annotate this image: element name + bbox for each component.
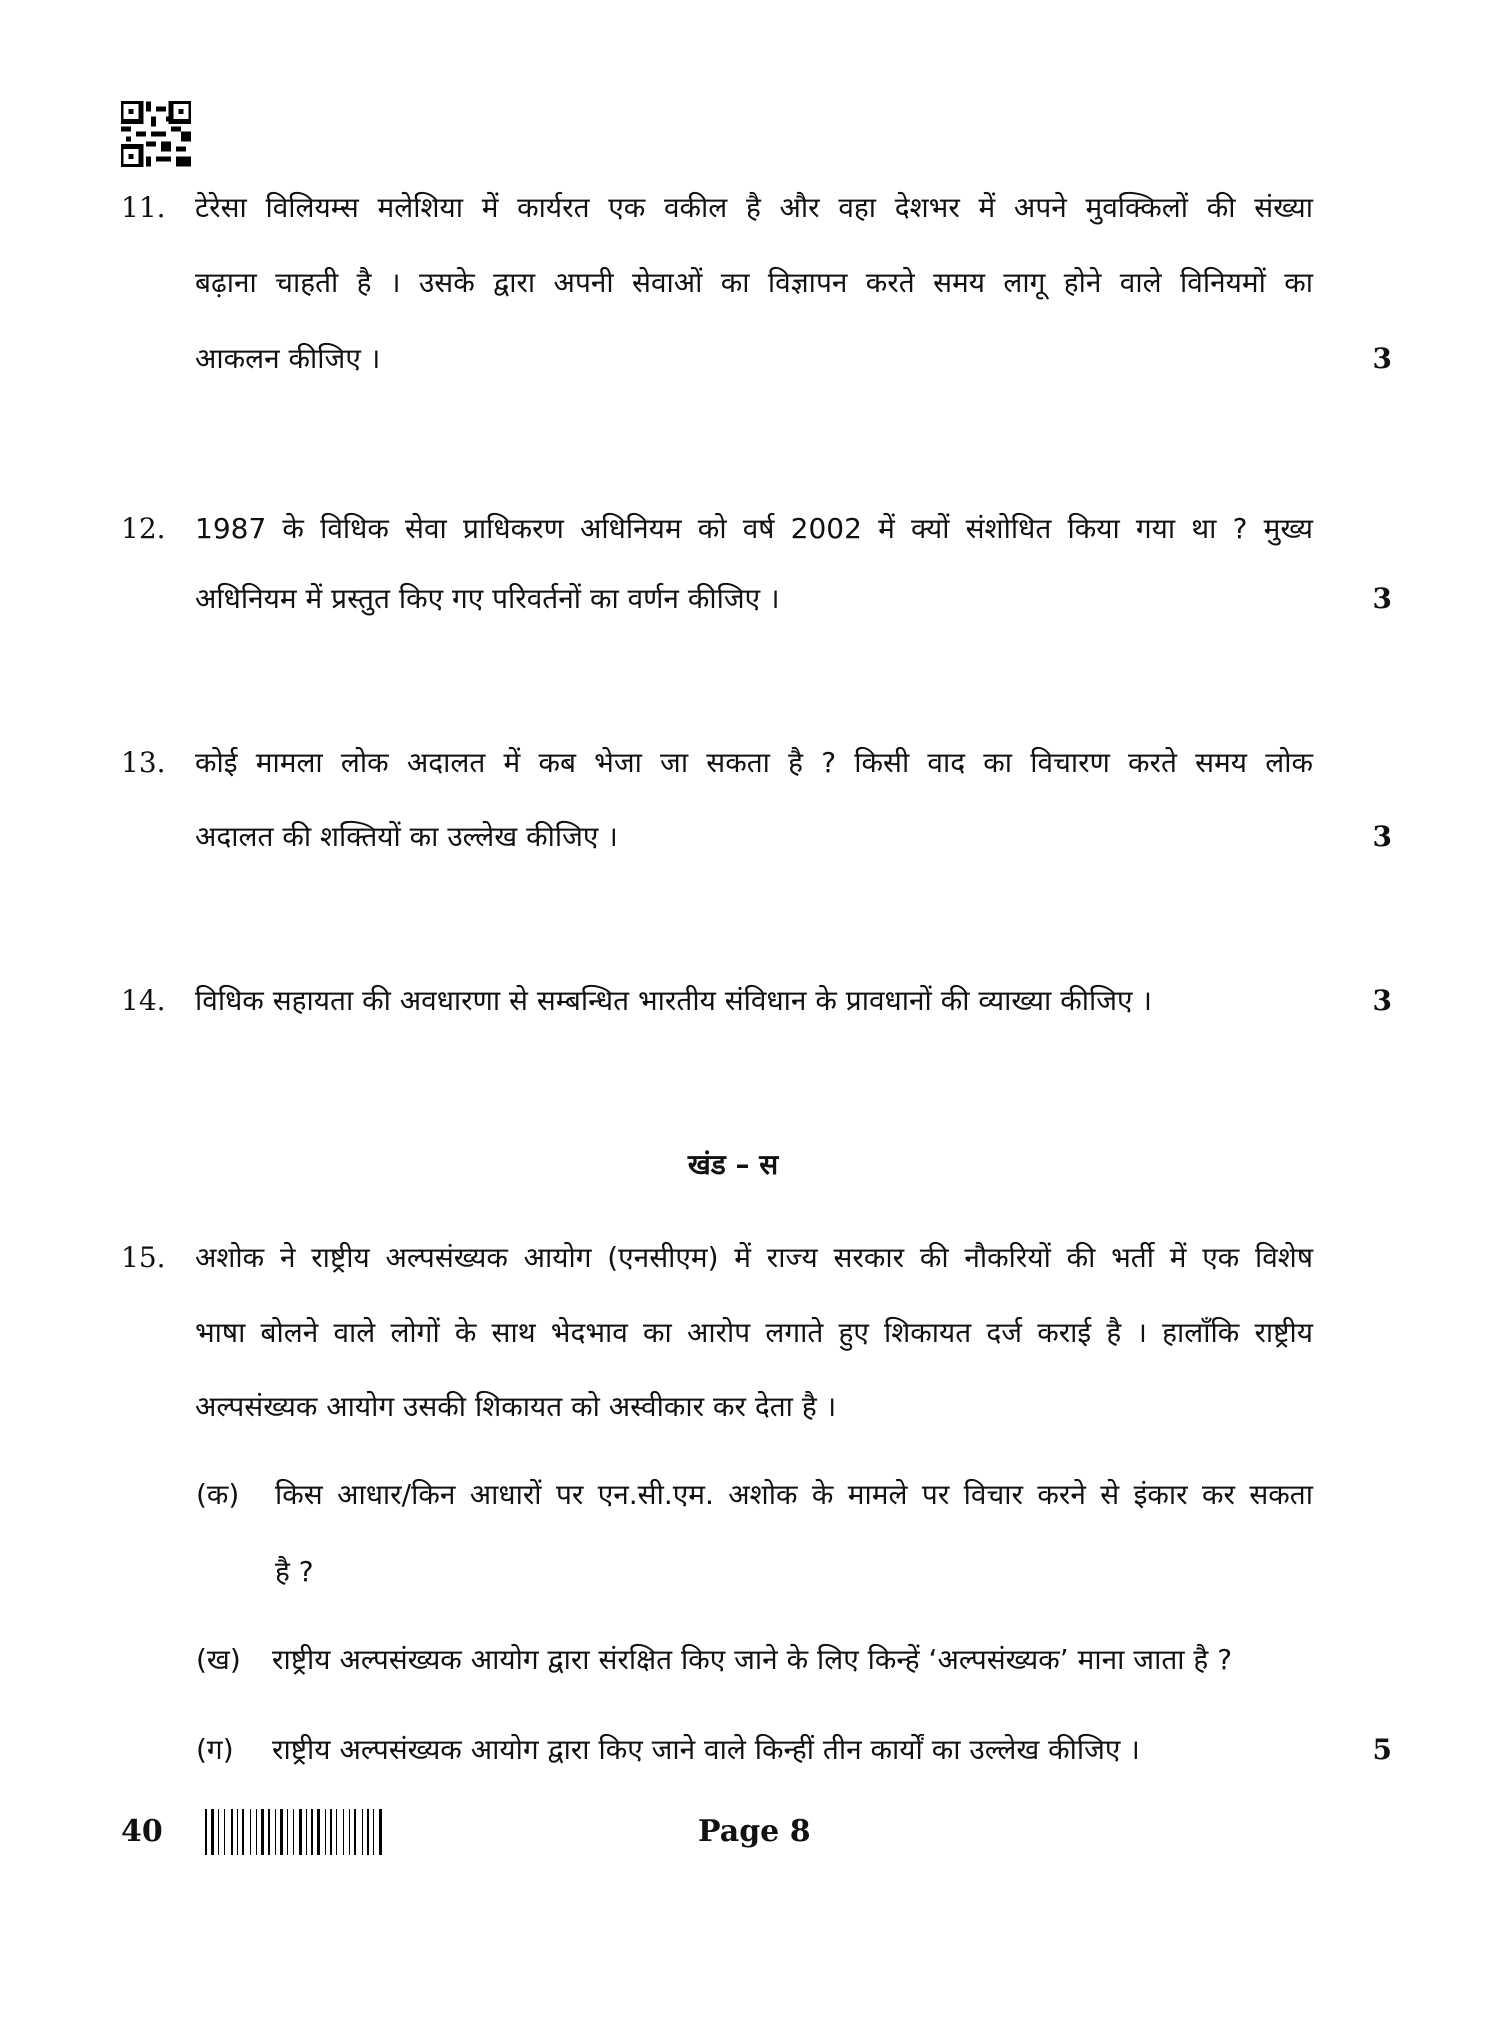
paper-code: 40 (121, 1814, 163, 1849)
question-15-line: अल्पसंख्यक आयोग उसकी शिकायत को अस्वीकार कर देता है । (195, 1390, 837, 1423)
part-ka-line: किस आधार/किन आधारों पर एन.सी.एम. अशोक के मामले पर विचार करने से इंकार कर सकता (275, 1478, 1313, 1511)
question-13-line: कोई मामला लोक अदालत में कब भेजा जा सकता है ? किसी वाद का विचारण करते समय लोक (195, 746, 1313, 779)
question-11-line: आकलन कीजिए । (195, 342, 381, 375)
question-15-number: 15. (121, 1241, 166, 1274)
qr-code-icon (121, 101, 191, 167)
question-12-line: 1987 के विधिक सेवा प्राधिकरण अधिनियम को वर्ष 2002 में क्यों संशोधित किया गया था ? मुख्य (195, 512, 1313, 545)
question-11-marks: 3 (1372, 342, 1392, 375)
part-ka-line: है ? (275, 1555, 314, 1588)
question-11-number: 11. (121, 191, 166, 224)
question-11-line: बढ़ाना चाहती है । उसके द्वारा अपनी सेवाओं का विज्ञापन करते समय लागू होने वाले विनियमों का (195, 266, 1313, 299)
question-12-line: अधिनियम में प्रस्तुत किए गए परिवर्तनों का वर्णन कीजिए । (195, 582, 780, 615)
question-14-marks: 3 (1372, 984, 1392, 1017)
question-12-number: 12. (121, 512, 166, 545)
question-14-line: विधिक सहायता की अवधारणा से सम्बन्धित भारतीय संविधान के प्रावधानों की व्याख्या कीजिए । (195, 984, 1152, 1017)
question-14-number: 14. (121, 984, 166, 1017)
part-ga-line: राष्ट्रीय अल्पसंख्यक आयोग द्वारा किए जाने वाले किन्हीं तीन कार्यों का उल्लेख कीजिए । (272, 1733, 1140, 1766)
page-number: Page 8 (698, 1814, 811, 1849)
section-heading: खंड – स (687, 1148, 779, 1181)
question-13-number: 13. (121, 746, 166, 779)
question-15-line: भाषा बोलने वाले लोगों के साथ भेदभाव का आरोप लगाते हुए शिकायत दर्ज कराई है । हालाँकि राष्ट्रीय (195, 1316, 1313, 1349)
part-label-kha: (ख) (196, 1643, 241, 1676)
question-15-marks: 5 (1372, 1733, 1392, 1766)
part-label-ka: (क) (196, 1478, 240, 1511)
question-13-line: अदालत की शक्तियों का उल्लेख कीजिए । (195, 820, 618, 853)
part-kha-line: राष्ट्रीय अल्पसंख्यक आयोग द्वारा संरक्षित किए जाने के लिए किन्हें ‘अल्पसंख्यक’ माना जाता है ? (272, 1643, 1233, 1676)
barcode-icon (205, 1809, 459, 1855)
question-13-marks: 3 (1372, 820, 1392, 853)
question-11-line: टेरेसा विलियम्स मलेशिया में कार्यरत एक वकील है और वहा देशभर में अपने मुवक्किलों की संख्या (195, 191, 1313, 224)
question-12-marks: 3 (1372, 582, 1392, 615)
part-label-ga: (ग) (196, 1733, 234, 1766)
question-15-line: अशोक ने राष्ट्रीय अल्पसंख्यक आयोग (एनसीएम) में राज्य सरकार की नौकरियों की भर्ती में एक विशेष (195, 1241, 1313, 1274)
